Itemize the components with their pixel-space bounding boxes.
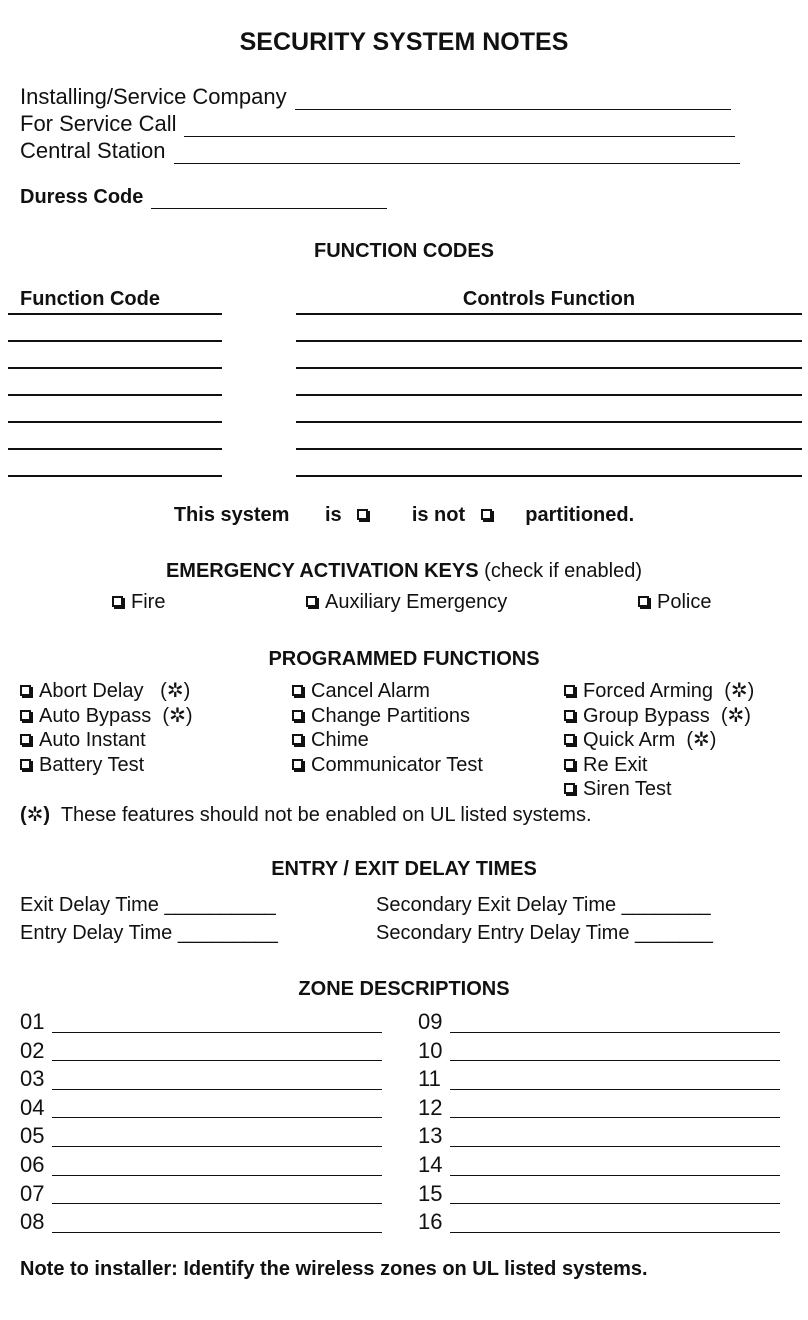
checkbox-icon[interactable] [564,685,575,696]
zone-line[interactable] [450,1181,780,1204]
ul-warning-mark: (✲) [724,680,755,702]
zone-number: 04 [20,1094,45,1120]
zone-row[interactable] [20,1208,382,1237]
ul-footnote-text: These features should not be enabled on UL listed systems. [60,804,592,826]
function-code-line[interactable] [8,421,222,423]
programmed-item-label: Change Partitions [311,704,470,727]
programmed-item[interactable] [20,704,193,729]
checkbox-icon[interactable] [292,759,303,770]
zone-number: 07 [20,1180,45,1206]
zone-row[interactable] [20,1122,382,1151]
zone-line[interactable] [52,1153,382,1176]
controls-function-line[interactable] [296,313,802,315]
zone-line[interactable] [52,1038,382,1061]
programmed-item[interactable] [564,728,754,753]
emergency-key-label: Fire [131,591,166,613]
ul-warning-mark: (✲) [720,704,751,727]
entry-delay-field[interactable]: Entry Delay Time _________ [20,922,278,944]
partition-is-not-option[interactable] [402,504,500,526]
duress-code-label: Duress Code [20,186,144,208]
function-code-col-header: Function Code [20,288,160,310]
zone-line[interactable] [52,1210,382,1233]
zone-line[interactable] [450,1210,780,1233]
checkbox-icon[interactable] [20,759,31,770]
programmed-item-label: Communicator Test [311,753,483,776]
zone-row[interactable] [20,1094,382,1123]
programmed-item[interactable] [564,704,754,729]
programmed-item-label: Chime [311,729,369,751]
checkbox-icon[interactable] [638,596,649,607]
zone-line[interactable] [52,1095,382,1118]
ul-warning-mark: (✲) [160,680,191,702]
zone-number: 08 [20,1209,45,1235]
partition-is-label: is [325,504,342,526]
ul-footnote-mark: (✲) [20,804,51,826]
checkbox-icon[interactable] [564,759,575,770]
emergency-key-fire[interactable] [112,591,165,614]
zone-row[interactable] [418,1208,780,1237]
emergency-subheading: (check if enabled) [484,560,643,582]
programmed-item-label: Cancel Alarm [311,680,430,702]
programmed-col-3 [564,679,754,802]
zone-number: 01 [20,1009,45,1034]
central-station-field[interactable] [20,138,740,164]
function-code-line[interactable] [8,394,222,396]
zone-line[interactable] [52,1124,382,1147]
checkbox-icon[interactable] [306,596,317,607]
service-call-field[interactable] [20,111,735,137]
zone-col-right [418,1008,780,1237]
zone-row[interactable] [418,1094,780,1123]
secondary-entry-delay-field[interactable]: Secondary Entry Delay Time _______ [376,922,713,944]
zone-line[interactable] [450,1124,780,1147]
zone-line[interactable] [450,1095,780,1118]
zone-col-left [20,1008,382,1237]
programmed-item-label: Auto Instant [39,729,146,751]
page-title: SECURITY SYSTEM NOTES [239,28,569,56]
partition-prefix: This system [173,504,290,526]
ul-warning-mark: (✲) [162,704,193,727]
zone-row[interactable] [20,1008,382,1037]
emergency-key-label: Police [657,591,712,613]
zone-row[interactable] [20,1151,382,1180]
controls-function-line[interactable] [296,394,802,396]
zone-line[interactable] [450,1153,780,1176]
zone-number: 12 [418,1094,443,1120]
programmed-item-label: Quick Arm [583,729,676,751]
programmed-item-label: Group Bypass [583,704,710,727]
controls-function-col-header: Controls Function [462,288,636,310]
zone-row[interactable] [418,1065,780,1094]
programmed-item[interactable] [292,753,483,778]
programmed-item[interactable] [292,728,483,753]
emergency-key-police[interactable] [638,591,711,614]
programmed-col-1 [20,679,193,777]
zone-number: 09 [418,1009,443,1034]
delay-times-heading: ENTRY / EXIT DELAY TIMES [271,858,537,880]
checkbox-icon[interactable] [20,710,31,721]
controls-function-line[interactable] [296,367,802,369]
zone-number: 06 [20,1151,45,1177]
programmed-item[interactable] [20,679,193,704]
programmed-item-label: Abort Delay [39,680,144,702]
checkbox-icon[interactable] [357,509,368,520]
partition-statement [0,504,808,527]
checkbox-icon[interactable] [292,685,303,696]
zone-number: 11 [418,1066,441,1092]
zone-line[interactable] [52,1181,382,1204]
programmed-item[interactable] [20,753,193,778]
partition-is-option[interactable] [315,504,376,526]
zone-number: 05 [20,1123,45,1149]
installing-company-label: Installing/Service Company [20,84,287,109]
zone-number: 16 [418,1209,443,1235]
programmed-item[interactable] [292,704,483,729]
function-code-line[interactable] [8,340,222,342]
zone-number: 02 [20,1037,45,1063]
programmed-item-label: Auto Bypass [39,704,152,727]
function-code-line[interactable] [8,475,222,477]
programmed-col-2 [292,679,483,777]
zone-number: 14 [418,1151,443,1177]
ul-footnote [20,802,592,827]
zone-number: 03 [20,1066,45,1092]
checkbox-icon[interactable] [564,710,575,721]
controls-function-line[interactable] [296,448,802,450]
emergency-heading [0,560,808,583]
programmed-item[interactable] [20,728,193,753]
function-codes-heading: FUNCTION CODES [314,240,494,262]
programmed-functions-heading: PROGRAMMED FUNCTIONS [268,648,540,670]
checkbox-icon[interactable] [564,734,575,745]
service-call-label: For Service Call [20,111,177,136]
zone-row[interactable] [418,1151,780,1180]
exit-delay-field[interactable]: Exit Delay Time __________ [20,894,276,916]
zone-number: 15 [418,1180,443,1206]
zone-line[interactable] [450,1010,780,1033]
checkbox-icon[interactable] [564,783,575,794]
controls-function-line[interactable] [296,475,802,477]
checkbox-icon[interactable] [20,685,31,696]
duress-code-line[interactable] [151,188,387,209]
checkbox-icon[interactable] [292,734,303,745]
zone-line[interactable] [52,1010,382,1033]
zone-row[interactable] [418,1180,780,1209]
checkbox-icon[interactable] [481,509,492,520]
programmed-item[interactable] [564,753,754,778]
function-code-line[interactable] [8,448,222,450]
checkbox-icon[interactable] [112,596,123,607]
programmed-item-label: Forced Arming [583,680,714,702]
zone-row[interactable] [20,1180,382,1209]
zone-line[interactable] [450,1067,780,1090]
zone-line[interactable] [52,1067,382,1090]
emergency-key-auxiliary[interactable] [306,591,507,614]
programmed-item-label: Re Exit [583,753,648,776]
duress-code-field[interactable] [20,186,387,209]
zone-row[interactable] [418,1037,780,1066]
partition-suffix: partitioned. [525,504,635,526]
controls-function-line[interactable] [296,421,802,423]
partition-is-not-label: is not [411,504,466,526]
checkbox-icon[interactable] [292,710,303,721]
zone-row[interactable] [418,1008,780,1037]
zone-number: 13 [418,1123,443,1149]
emergency-heading-text: EMERGENCY ACTIVATION KEYS [165,560,479,582]
ul-warning-mark: (✲) [686,729,717,751]
controls-function-line[interactable] [296,340,802,342]
checkbox-icon[interactable] [20,734,31,745]
programmed-item-label: Siren Test [583,778,672,800]
function-code-line[interactable] [8,367,222,369]
secondary-exit-delay-field[interactable]: Secondary Exit Delay Time ________ [376,894,711,916]
programmed-item[interactable] [564,679,754,704]
zone-descriptions-heading: ZONE DESCRIPTIONS [298,978,510,1000]
installing-company-line[interactable] [295,89,731,110]
programmed-item[interactable] [564,777,754,802]
zone-number: 10 [418,1037,443,1063]
function-code-line[interactable] [8,313,222,315]
programmed-item-label: Battery Test [39,753,145,776]
programmed-item[interactable] [292,679,483,704]
installing-company-field[interactable] [20,84,731,110]
zone-row[interactable] [20,1065,382,1094]
central-station-line[interactable] [174,143,740,164]
zone-line[interactable] [450,1038,780,1061]
emergency-key-label: Auxiliary Emergency [325,591,508,613]
zone-row[interactable] [20,1037,382,1066]
service-call-line[interactable] [184,116,735,137]
installer-note: Note to installer: Identify the wireless zones on UL listed systems. [20,1258,648,1280]
zone-row[interactable] [418,1122,780,1151]
central-station-label: Central Station [20,138,166,163]
